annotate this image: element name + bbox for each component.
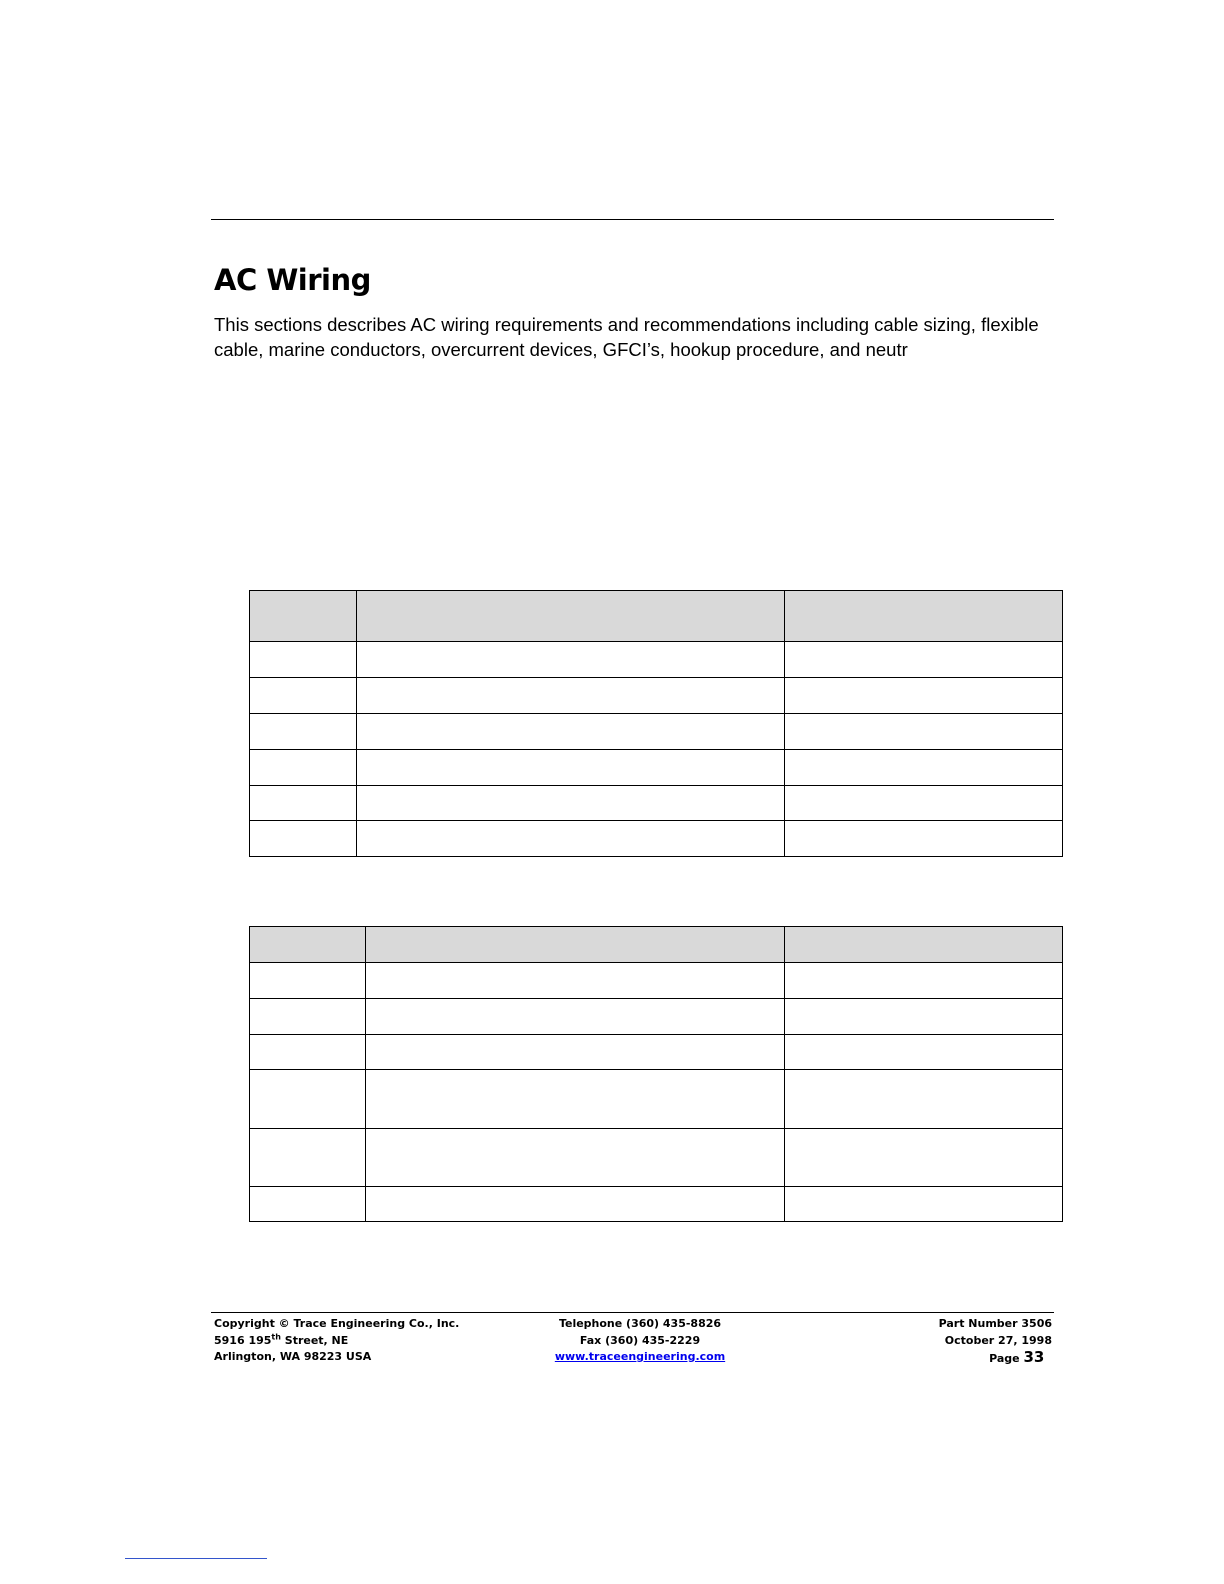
table-row: [250, 963, 1063, 999]
table-2: [249, 926, 1063, 1222]
table-row: [250, 821, 1063, 857]
table-cell: [357, 750, 785, 786]
telephone-text: Telephone (360) 435-8826: [558, 1317, 722, 1330]
header-cell: [785, 927, 1063, 963]
header-cell: [357, 591, 785, 642]
fax-text: Fax (360) 435-2229: [579, 1333, 701, 1347]
table-row: [250, 999, 1063, 1035]
table-cell: [250, 1070, 366, 1129]
table-cell: [250, 963, 366, 999]
table-cell: [357, 821, 785, 857]
footer-right: [880, 1316, 1052, 1368]
table-cell: [366, 999, 785, 1035]
table-cell: [250, 1129, 366, 1187]
table-cell: [366, 963, 785, 999]
page-number: 33: [1023, 1348, 1045, 1366]
table-cell: [785, 963, 1063, 999]
table-cell: [785, 1129, 1063, 1187]
header-cell: [366, 927, 785, 963]
table-cell: [357, 714, 785, 750]
header-cell: [785, 591, 1063, 642]
intro-paragraph: This sections describes AC wiring requirements and recommendations including cable sizing, flexible cable, marine conductors, overcurrent devices, GFCI’s, hookup procedure, and neutr: [214, 314, 1039, 360]
table-cell: [250, 678, 357, 714]
table-row: [250, 1035, 1063, 1070]
copyright-text: Copyright © Trace Engineering Co., Inc.: [214, 1317, 460, 1330]
table-row: [250, 1129, 1063, 1187]
table-row: [250, 786, 1063, 821]
table-row: [250, 714, 1063, 750]
street-address: [214, 1333, 459, 1350]
page-title: AC Wiring: [214, 263, 371, 297]
table-cell: [357, 678, 785, 714]
street-number: 5916 195: [214, 1333, 272, 1347]
table-cell: [785, 821, 1063, 857]
table-row: [250, 642, 1063, 678]
table-header-row: [250, 591, 1063, 642]
table-cell: [366, 1035, 785, 1070]
header-cell: [250, 927, 366, 963]
table-cell: [785, 1035, 1063, 1070]
table-1: [249, 590, 1063, 857]
table-cell: [785, 750, 1063, 786]
footnote-separator: [125, 1558, 267, 1559]
document-date: October 27, 1998: [944, 1333, 1052, 1347]
street-name: Street, NE: [280, 1333, 349, 1347]
city-address: Arlington, WA 98223 USA: [214, 1350, 372, 1363]
table-row: [250, 1187, 1063, 1222]
table-cell: [250, 999, 366, 1035]
table-row: [250, 678, 1063, 714]
table-cell: [785, 1070, 1063, 1129]
table-cell: [785, 786, 1063, 821]
part-number: Part Number 3506: [938, 1317, 1052, 1330]
table-cell: [785, 1187, 1063, 1222]
table-cell: [357, 642, 785, 678]
table-cell: [250, 750, 357, 786]
footer-rule: [211, 1312, 1054, 1313]
page-indicator: [880, 1349, 1052, 1368]
page-label: Page: [989, 1352, 1024, 1365]
table-cell: [785, 999, 1063, 1035]
table-cell: [250, 1035, 366, 1070]
table-cell: [366, 1129, 785, 1187]
table-cell: [366, 1187, 785, 1222]
table-cell: [785, 642, 1063, 678]
table-cell: [250, 1187, 366, 1222]
table-row: [250, 750, 1063, 786]
table-cell: [785, 714, 1063, 750]
header-cell: [250, 591, 357, 642]
table-cell: [785, 678, 1063, 714]
table-cell: [250, 786, 357, 821]
website-link[interactable]: www.traceengineering.com: [554, 1350, 726, 1363]
street-suffix: th: [271, 1331, 281, 1341]
table-cell: [250, 821, 357, 857]
table-cell: [250, 714, 357, 750]
header-rule: [211, 219, 1054, 220]
footer-left: [214, 1316, 459, 1366]
footer-center: [540, 1316, 740, 1366]
table-cell: [366, 1070, 785, 1129]
table-cell: [250, 642, 357, 678]
table-row: [250, 1070, 1063, 1129]
table-cell: [357, 786, 785, 821]
table-header-row: [250, 927, 1063, 963]
